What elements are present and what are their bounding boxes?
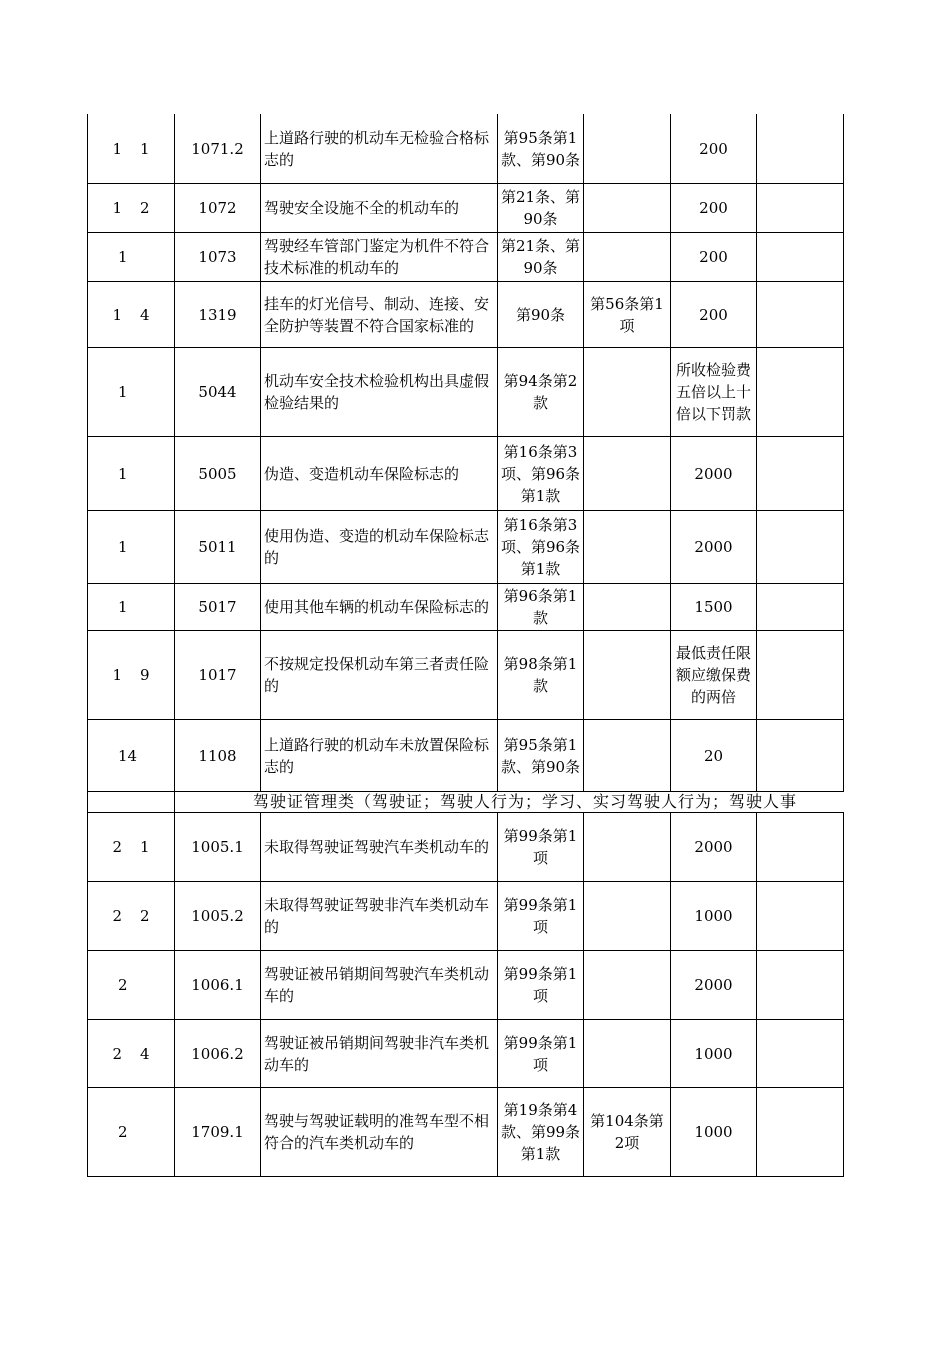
seq-number [90,745,172,767]
code-cell: 1108 [175,720,261,792]
seq-cell [88,720,175,792]
description-cell: 伪造、变造机动车保险标志的 [261,437,498,511]
table-row [88,184,844,233]
seq-number [90,905,172,927]
code-cell: 1005.2 [175,882,261,951]
extra-cell [757,511,844,584]
rule-article-cell [584,114,671,184]
description-cell: 未取得驾驶证驾驶汽车类机动车的 [261,813,498,882]
description-cell: 驾驶经车管部门鉴定为机件不符合技术标准的机动车的 [261,233,498,282]
seq-part: 1 [140,139,150,158]
rule-article-cell [584,511,671,584]
extra-cell [757,1088,844,1177]
seq-part: 1 [118,248,128,266]
seq-part: 2 [112,907,122,925]
seq-part: 2 [118,1123,128,1141]
seq-cell [88,1088,175,1177]
seq-part: 1 [118,464,128,483]
seq-part: 1 [112,139,122,158]
law-article-cell: 第90条 [498,282,584,348]
rule-article-cell [584,951,671,1020]
law-article-cell: 第98条第1款 [498,631,584,720]
seq-part: 2 [112,838,122,856]
fine-cell: 200 [671,184,757,233]
table-row [88,1088,844,1177]
description-cell: 不按规定投保机动车第三者责任险的 [261,631,498,720]
code-cell: 1072 [175,184,261,233]
table-row [88,631,844,720]
seq-part: 2 [140,199,150,217]
violation-table [87,114,844,1177]
seq-cell [88,184,175,233]
seq-cell [88,511,175,584]
seq-part: 1 [112,199,122,217]
seq-part: 2 [118,976,128,994]
law-article-cell: 第99条第1项 [498,882,584,951]
fine-cell: 200 [671,282,757,348]
extra-cell [757,720,844,792]
rule-article-cell [584,233,671,282]
table-row [88,348,844,437]
description-cell: 上道路行驶的机动车未放置保险标志的 [261,720,498,792]
rule-article-cell [584,584,671,631]
code-cell: 1006.1 [175,951,261,1020]
code-cell: 5017 [175,584,261,631]
seq-cell [88,233,175,282]
section-header-row [88,792,844,813]
law-article-cell: 第19条第4款、第99条第1款 [498,1088,584,1177]
table-row [88,813,844,882]
seq-number [90,664,172,686]
table-row [88,882,844,951]
seq-number [90,197,172,219]
seq-part: 4 [140,1044,150,1063]
fine-cell: 1000 [671,1020,757,1088]
seq-number [90,536,172,558]
law-article-cell: 第21条、第90条 [498,233,584,282]
seq-number [90,381,172,403]
table-row [88,233,844,282]
seq-number [90,463,172,485]
extra-cell [757,813,844,882]
seq-part: 2 [112,1044,122,1063]
extra-cell [757,282,844,348]
fine-cell: 2000 [671,813,757,882]
seq-cell [88,437,175,511]
law-article-cell: 第95条第1款、第90条 [498,720,584,792]
law-article-cell: 第21条、第90条 [498,184,584,233]
fine-cell: 20 [671,720,757,792]
table-row [88,584,844,631]
fine-cell: 2000 [671,511,757,584]
fine-cell: 200 [671,233,757,282]
seq-number [90,1121,172,1143]
seq-part: 1 [140,838,150,856]
description-cell: 未取得驾驶证驾驶非汽车类机动车的 [261,882,498,951]
seq-part: 1 [112,305,122,324]
code-cell: 1006.2 [175,1020,261,1088]
extra-cell [757,114,844,184]
seq-cell [88,813,175,882]
seq-part: 9 [140,666,150,684]
seq-cell [88,584,175,631]
table-row [88,511,844,584]
description-cell: 驾驶证被吊销期间驾驶非汽车类机动车的 [261,1020,498,1088]
rule-article-cell [584,882,671,951]
law-article-cell: 第94条第2款 [498,348,584,437]
section-title-cell [175,792,844,813]
section-blank-cell [88,792,175,813]
seq-part: 1 [118,538,128,556]
table-row [88,437,844,511]
rule-article-cell [584,813,671,882]
code-cell: 5011 [175,511,261,584]
seq-part: 14 [118,746,138,765]
description-cell: 挂车的灯光信号、制动、连接、安全防护等装置不符合国家标准的 [261,282,498,348]
seq-part: 1 [112,666,122,684]
table-row [88,951,844,1020]
law-article-cell: 第99条第1项 [498,951,584,1020]
extra-cell [757,233,844,282]
seq-cell [88,631,175,720]
description-cell: 上道路行驶的机动车无检验合格标志的 [261,114,498,184]
law-article-cell: 第96条第1款 [498,584,584,631]
section-title: 驾驶证管理类（驾驶证；驾驶人行为；学习、实习驾驶人行为；驾驶人事 [253,792,798,811]
extra-cell [757,631,844,720]
seq-part: 1 [118,598,128,616]
table-row [88,1020,844,1088]
fine-cell: 2000 [671,437,757,511]
extra-cell [757,437,844,511]
description-cell: 使用伪造、变造的机动车保险标志的 [261,511,498,584]
seq-part: 4 [140,305,150,324]
extra-cell [757,1020,844,1088]
extra-cell [757,184,844,233]
rule-article-cell [584,348,671,437]
fine-cell: 最低责任限额应缴保费的两倍 [671,631,757,720]
description-cell: 驾驶与驾驶证载明的准驾车型不相符合的汽车类机动车的 [261,1088,498,1177]
code-cell: 5044 [175,348,261,437]
rule-article-cell: 第104条第2项 [584,1088,671,1177]
description-cell: 使用其他车辆的机动车保险标志的 [261,584,498,631]
law-article-cell: 第16条第3项、第96条第1款 [498,511,584,584]
law-article-cell: 第99条第1项 [498,1020,584,1088]
rule-article-cell: 第56条第1项 [584,282,671,348]
code-cell: 5005 [175,437,261,511]
code-cell: 1709.1 [175,1088,261,1177]
fine-cell: 1500 [671,584,757,631]
description-cell: 驾驶安全设施不全的机动车的 [261,184,498,233]
description-cell: 驾驶证被吊销期间驾驶汽车类机动车的 [261,951,498,1020]
law-article-cell: 第99条第1项 [498,813,584,882]
seq-cell [88,114,175,184]
seq-cell [88,882,175,951]
code-cell: 1005.1 [175,813,261,882]
table-row [88,114,844,184]
seq-part: 1 [118,383,128,401]
rule-article-cell [584,184,671,233]
rule-article-cell [584,720,671,792]
seq-cell [88,348,175,437]
seq-number [90,596,172,618]
extra-cell [757,584,844,631]
description-cell: 机动车安全技术检验机构出具虚假检验结果的 [261,348,498,437]
table-row [88,720,844,792]
seq-cell [88,1020,175,1088]
law-article-cell: 第95条第1款、第90条 [498,114,584,184]
code-cell: 1319 [175,282,261,348]
seq-number [90,304,172,326]
seq-part: 2 [140,907,150,925]
seq-number [90,138,172,160]
seq-number [90,246,172,268]
seq-cell [88,951,175,1020]
extra-cell [757,882,844,951]
seq-number [90,836,172,858]
extra-cell [757,951,844,1020]
fine-cell: 2000 [671,951,757,1020]
rule-article-cell [584,437,671,511]
code-cell: 1017 [175,631,261,720]
seq-number [90,974,172,996]
fine-cell: 1000 [671,1088,757,1177]
fine-cell: 所收检验费五倍以上十倍以下罚款 [671,348,757,437]
extra-cell [757,348,844,437]
rule-article-cell [584,631,671,720]
rule-article-cell [584,1020,671,1088]
code-cell: 1071.2 [175,114,261,184]
table-row [88,282,844,348]
code-cell: 1073 [175,233,261,282]
seq-number [90,1043,172,1065]
fine-cell: 200 [671,114,757,184]
law-article-cell: 第16条第3项、第96条第1款 [498,437,584,511]
fine-cell: 1000 [671,882,757,951]
seq-cell [88,282,175,348]
